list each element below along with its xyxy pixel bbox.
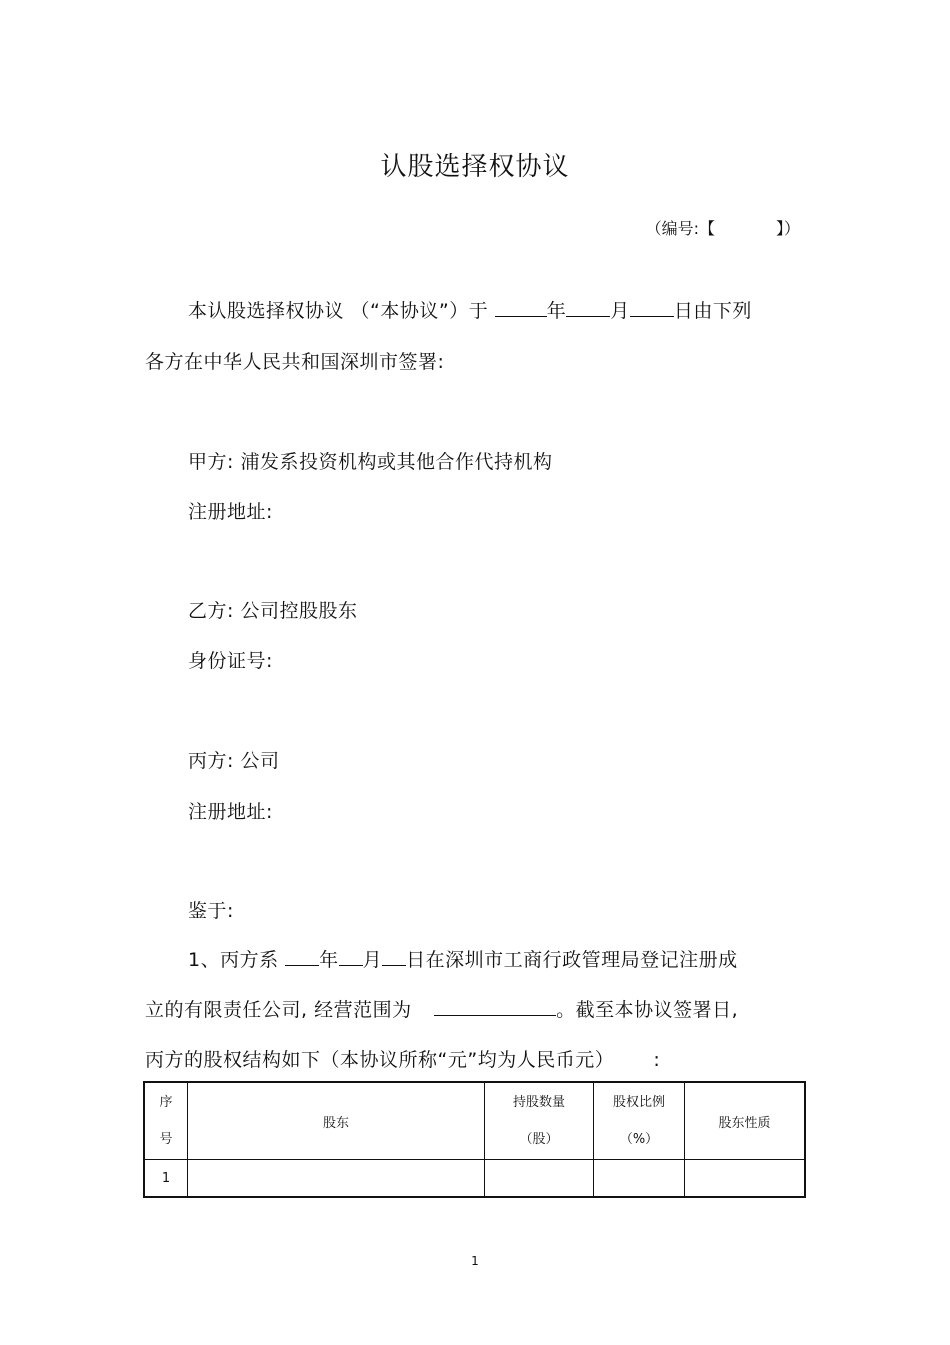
table-row — [144, 1160, 805, 1198]
clause-1-text: 立的有限责任公司, 经营范围为 — [145, 999, 419, 1021]
clause-1-text-end: 日在深圳市工商行政管理局登记注册成 — [406, 949, 738, 971]
cell-seq: 1 — [144, 1160, 188, 1198]
page-number: 1 — [471, 1254, 479, 1268]
equity-structure-table — [143, 1081, 806, 1198]
party-b-id: 身份证号: — [188, 650, 273, 672]
year-label: 年 — [319, 949, 339, 971]
header-shareholder: 股东 — [188, 1082, 485, 1160]
business-scope-blank — [434, 997, 556, 1016]
document-number: （编号:【 】） — [645, 219, 800, 238]
day-blank — [630, 298, 674, 317]
clause-1-text-end: 。截至本协议签署日, — [556, 999, 739, 1021]
day-blank — [382, 947, 406, 966]
party-a-address: 注册地址: — [188, 501, 273, 523]
whereas-heading: 鉴于: — [188, 900, 234, 922]
party-b-label: 乙方: 公司控股股东 — [188, 600, 358, 622]
intro-line-2: 各方在中华人民共和国深圳市签署: — [145, 351, 445, 373]
header-seq: 序 号 — [144, 1082, 188, 1160]
clause-1-line-1 — [188, 945, 738, 972]
month-blank — [566, 298, 610, 317]
year-label: 年 — [546, 300, 567, 322]
clause-1-line-2 — [145, 995, 738, 1022]
cell-shares — [485, 1160, 594, 1198]
header-nature: 股东性质 — [685, 1082, 806, 1160]
clause-1-text: 1、丙方系 — [188, 949, 286, 971]
party-c-address: 注册地址: — [188, 801, 273, 823]
cell-nature — [685, 1160, 806, 1198]
intro-line-1 — [188, 296, 752, 323]
month-label: 月 — [362, 949, 383, 971]
header-ratio: 股权比例 （%） — [594, 1082, 685, 1160]
clause-1-line-3: 丙方的股权结构如下（本协议所称“元”均为人民币元） : — [145, 1049, 661, 1071]
month-label: 月 — [610, 300, 630, 322]
cell-shareholder — [188, 1160, 485, 1198]
party-a-label: 甲方: 浦发系投资机构或其他合作代持机构 — [188, 451, 553, 473]
table-header-row — [144, 1082, 805, 1160]
month-blank — [339, 947, 363, 966]
document-title: 认股选择权协议 — [380, 152, 570, 182]
party-c-label: 丙方: 公司 — [188, 750, 280, 772]
year-blank — [495, 298, 547, 317]
cell-ratio — [594, 1160, 685, 1198]
intro-text-end: 日由下列 — [673, 300, 752, 322]
header-shares: 持股数量 （股） — [485, 1082, 594, 1160]
intro-text: 本认股选择权协议 （“本协议”）于 — [188, 300, 495, 322]
year-blank — [285, 947, 319, 966]
